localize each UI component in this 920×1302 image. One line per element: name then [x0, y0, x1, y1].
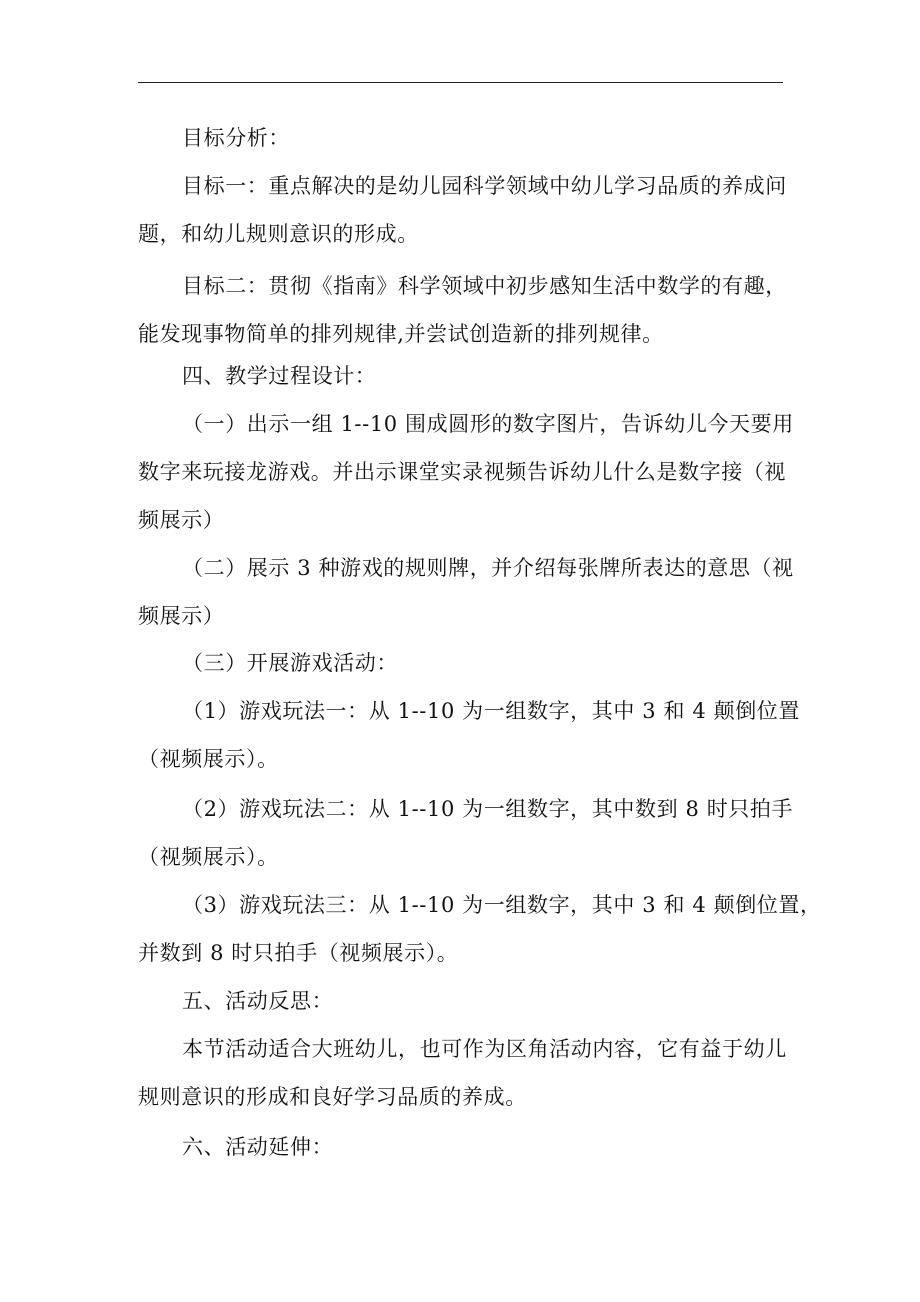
text-line: 并数到 8 时只拍手（视频展示）。 [138, 941, 459, 965]
text-line: （2）游戏玩法二：从 1--10 为一组数字，其中数到 8 时只拍手 [182, 797, 794, 821]
text-line: （视频展示）。 [138, 747, 279, 771]
text-line: 五、活动反思： [182, 989, 334, 1013]
text-line: （二）展示 3 种游戏的规则牌，并介绍每张牌所表达的意思（视 [182, 556, 794, 580]
text-line: （视频展示）。 [138, 845, 279, 869]
text-line: 目标二：贯彻《指南》科学领域中初步感知生活中数学的有趣， [182, 274, 787, 298]
text-line: 目标一：重点解决的是幼儿园科学领域中幼儿学习品质的养成问 [182, 174, 787, 198]
text-line: 数字来玩接龙游戏。并出示课堂实录视频告诉幼儿什么是数字接（视 [138, 460, 786, 484]
text-line: （3）游戏玩法三：从 1--10 为一组数字，其中 3 和 4 颠倒位置， [182, 893, 822, 917]
text-line: 频展示） [138, 508, 225, 532]
text-line: （三）开展游戏活动： [182, 651, 398, 675]
text-line: 目标分析： [182, 126, 290, 150]
text-line: 四、教学过程设计： [182, 364, 377, 388]
header-rule [138, 82, 783, 83]
text-line: 频展示） [138, 604, 225, 628]
text-line: （1）游戏玩法一：从 1--10 为一组数字，其中 3 和 4 颠倒位置 [182, 699, 801, 723]
text-line: （一）出示一组 1--10 围成圆形的数字图片，告诉幼儿今天要用 [182, 412, 794, 436]
text-line: 六、活动延伸： [182, 1135, 334, 1159]
text-line: 能发现事物简单的排列规律,并尝试创造新的排列规律。 [138, 322, 664, 346]
text-line: 题，和幼儿规则意识的形成。 [138, 222, 419, 246]
text-line: 本节活动适合大班幼儿，也可作为区角活动内容，它有益于幼儿 [182, 1037, 787, 1061]
text-line: 规则意识的形成和良好学习品质的养成。 [138, 1085, 527, 1109]
